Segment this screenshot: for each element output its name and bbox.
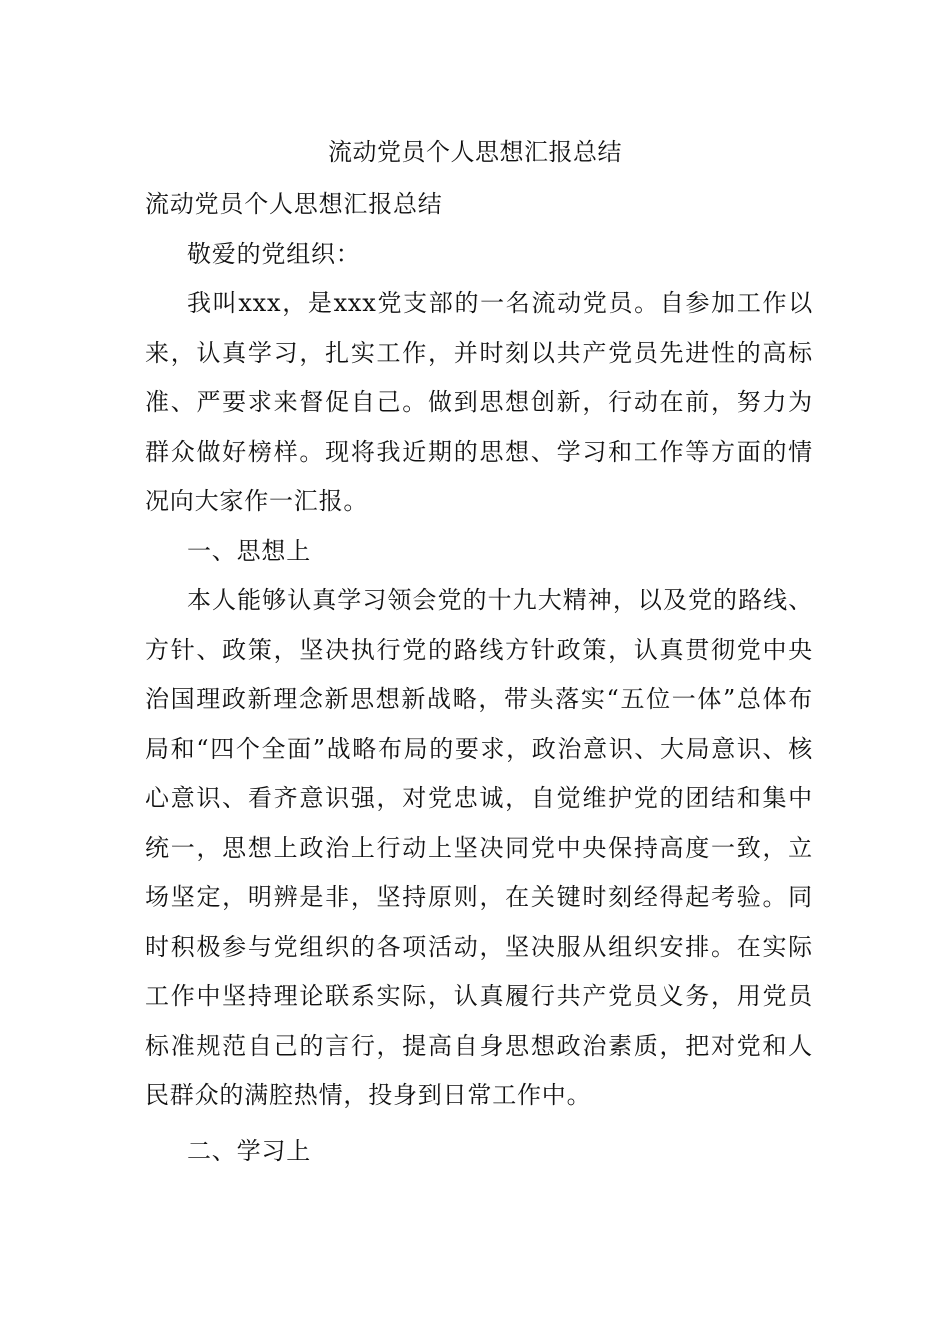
section-heading-study: 二、学习上 [187, 1136, 311, 1165]
section-heading-thought: 一、思想上 [187, 536, 311, 565]
intro-paragraph: 我叫xxx，是xxx党支部的一名流动党员。自参加工作以来，认真学习，扎实工作，并时刻以共产党员先进性的高标准、严要求来督促自己。做到思想创新，行动在前，努力为群众做好榜样。现将我近期的思想、学习和工作等方面的情况向大家作一汇报。 [145, 289, 813, 515]
salutation: 敬爱的党组织： [187, 239, 361, 268]
document-title: 流动党员个人思想汇报总结 [328, 138, 622, 166]
document-subtitle: 流动党员个人思想汇报总结 [145, 190, 443, 218]
thought-paragraph: 本人能够认真学习领会党的十九大精神，以及党的路线、方针、政策，坚决执行党的路线方针政策，认真贯彻党中央治国理政新理念新思想新战略，带头落实“五位一体”总体布局和“四个全面”战略布局的要求，政治意识、大局意识、核心意识、看齐意识强，对党忠诚，自觉维护党的团结和集中统一，思想上政治上行动上坚决同党中央保持高度一致，立场坚定，明辨是非，坚持原则，在关键时刻经得起考验。同时积极参与党组织的各项活动，坚决服从组织安排。在实际工作中坚持理论联系实际，认真履行共产党员义务，用党员标准规范自己的言行，提高自身思想政治素质，把对党和人民群众的满腔热情，投身到日常工作中。 [145, 586, 813, 1109]
document-body [145, 180, 813, 1176]
